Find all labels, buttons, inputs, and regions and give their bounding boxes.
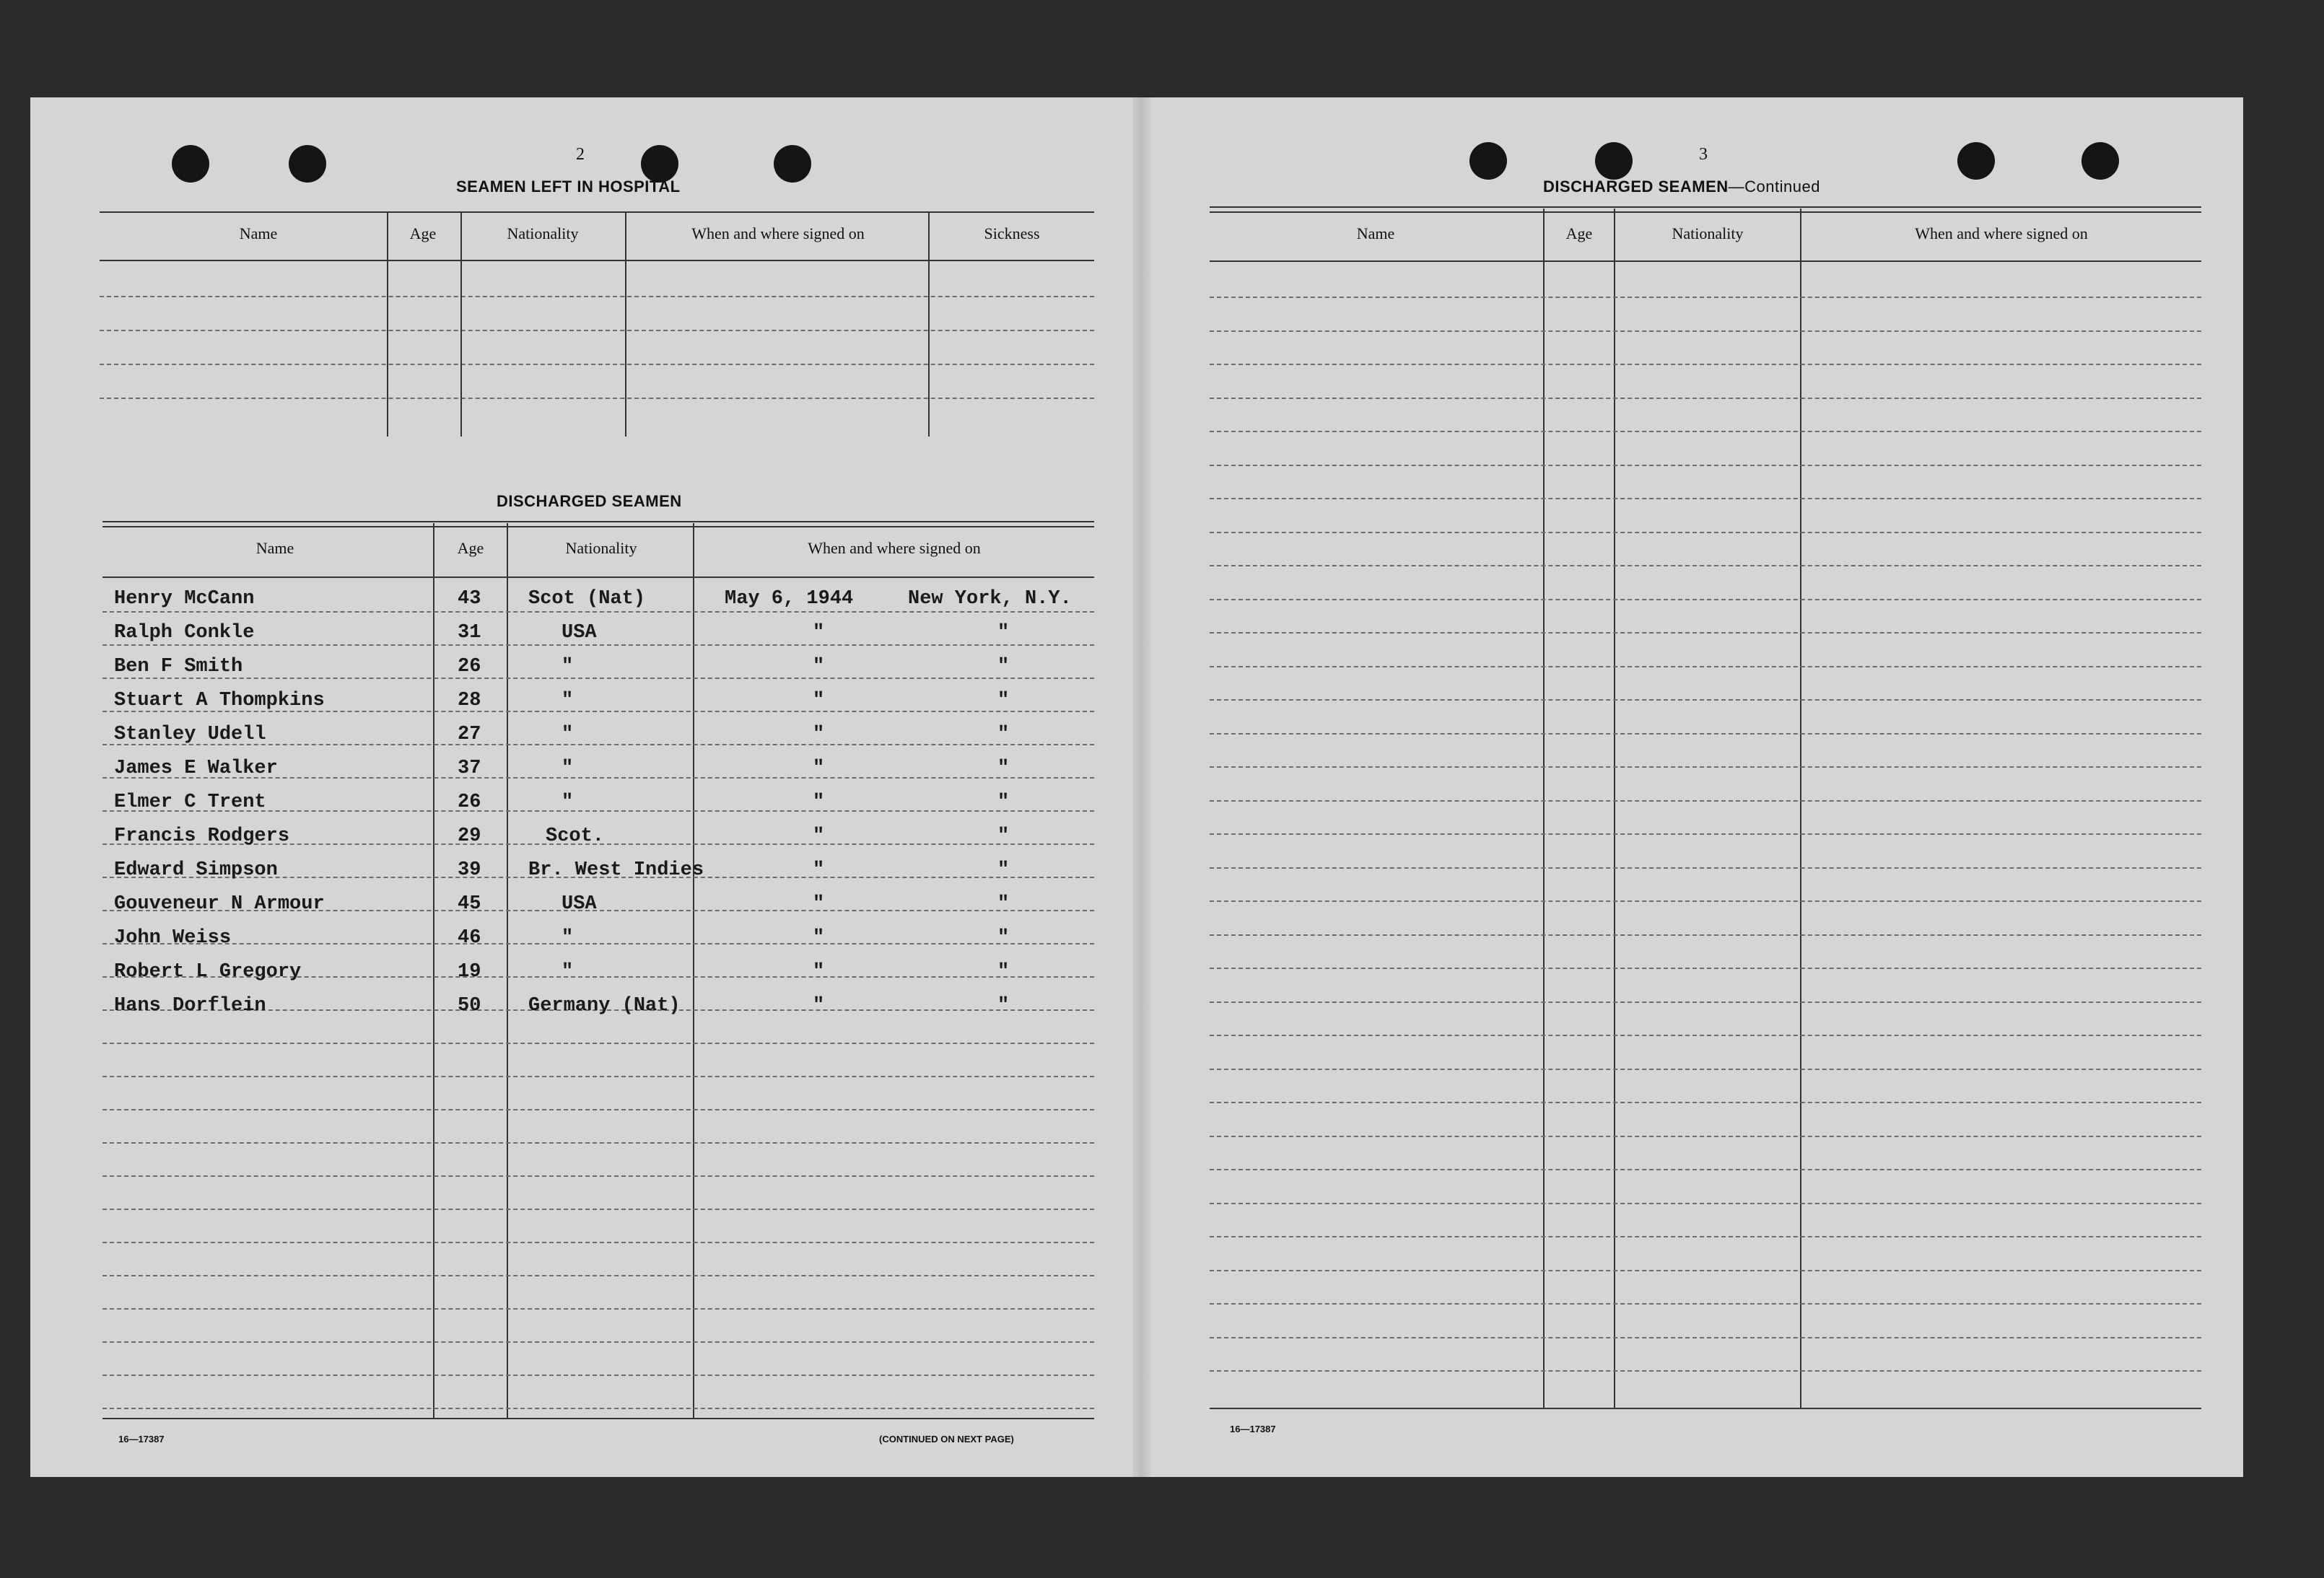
signed-on-place: " bbox=[997, 995, 1010, 1017]
discharged-section-title: DISCHARGED SEAMEN bbox=[497, 492, 682, 510]
signed-on-place: " bbox=[997, 792, 1010, 813]
ruled-line bbox=[102, 611, 1094, 613]
seaman-age: 19 bbox=[458, 961, 481, 983]
seaman-name: Stanley Udell bbox=[114, 724, 266, 745]
seaman-name: Elmer C Trent bbox=[114, 792, 266, 813]
seaman-nationality: Germany (Nat) bbox=[528, 995, 681, 1017]
column-header-sickness: Sickness bbox=[984, 224, 1040, 242]
seaman-name: Francis Rodgers bbox=[114, 825, 290, 847]
signed-on-date: " bbox=[813, 961, 825, 983]
ruled-line bbox=[1210, 330, 2201, 332]
ruled-line bbox=[1210, 599, 2201, 600]
ruled-line bbox=[102, 1308, 1094, 1310]
ruled-line bbox=[102, 644, 1094, 646]
ruled-line bbox=[102, 1242, 1094, 1243]
seaman-nationality: " bbox=[562, 792, 574, 813]
seaman-nationality: Scot (Nat) bbox=[528, 588, 646, 610]
signed-on-date: " bbox=[813, 893, 825, 915]
ruled-line bbox=[102, 1375, 1094, 1376]
signed-on-date: " bbox=[813, 995, 825, 1017]
seaman-age: 28 bbox=[458, 690, 481, 711]
ruled-line bbox=[102, 1175, 1094, 1177]
ruled-line bbox=[102, 678, 1094, 679]
seaman-name: Gouveneur N Armour bbox=[114, 893, 325, 915]
signed-on-date: " bbox=[813, 792, 825, 813]
ruled-line bbox=[102, 1408, 1094, 1409]
signed-on-place: " bbox=[997, 724, 1010, 745]
signed-on-date: " bbox=[813, 825, 825, 847]
column-header-name: Name bbox=[239, 224, 278, 242]
ruled-line bbox=[1210, 733, 2201, 735]
hospital-section-title: SEAMEN LEFT IN HOSPITAL bbox=[456, 177, 681, 196]
signed-on-date: " bbox=[813, 758, 825, 779]
page-number: 3 bbox=[1699, 145, 1708, 164]
column-header-when-where: When and where signed on bbox=[808, 539, 981, 557]
seaman-nationality: " bbox=[562, 961, 574, 983]
ruled-line bbox=[1210, 1136, 2201, 1137]
column-header-nationality: Nationality bbox=[565, 539, 637, 557]
form-number: 16—17387 bbox=[1230, 1424, 1276, 1434]
ruled-line bbox=[1210, 1169, 2201, 1170]
ruled-line bbox=[1210, 1303, 2201, 1305]
punch-hole bbox=[1957, 142, 1995, 180]
column-header-age: Age bbox=[409, 224, 437, 242]
ruled-line bbox=[1210, 867, 2201, 869]
ruled-line bbox=[102, 1341, 1094, 1343]
seaman-age: 43 bbox=[458, 588, 481, 610]
signed-on-place: " bbox=[997, 690, 1010, 711]
signed-on-place: " bbox=[997, 622, 1010, 644]
ruled-line bbox=[1210, 1236, 2201, 1237]
ruled-line bbox=[1210, 364, 2201, 365]
seaman-age: 31 bbox=[458, 622, 481, 644]
ruled-line bbox=[1210, 800, 2201, 802]
column-header-when-where: When and where signed on bbox=[691, 224, 865, 242]
signed-on-date: " bbox=[813, 690, 825, 711]
page-number: 2 bbox=[576, 145, 585, 164]
document-sheet bbox=[30, 97, 2243, 1477]
ruled-line bbox=[1210, 498, 2201, 499]
ruled-line bbox=[1210, 1069, 2201, 1070]
title-main: DISCHARGED SEAMEN bbox=[1543, 177, 1729, 196]
ruled-line bbox=[102, 1109, 1094, 1110]
signed-on-place: " bbox=[997, 893, 1010, 915]
column-header-nationality: Nationality bbox=[1672, 224, 1744, 242]
signed-on-date: " bbox=[813, 724, 825, 745]
seaman-nationality: " bbox=[562, 927, 574, 949]
ruled-line bbox=[1210, 1203, 2201, 1204]
discharged-continued-title bbox=[1543, 177, 1820, 196]
signed-on-date: " bbox=[813, 622, 825, 644]
ruled-line bbox=[1210, 699, 2201, 701]
seaman-name: Hans Dorflein bbox=[114, 995, 266, 1017]
ruled-line bbox=[102, 1076, 1094, 1077]
column-header-name: Name bbox=[1356, 224, 1395, 242]
ruled-line bbox=[1210, 1270, 2201, 1271]
column-header-age: Age bbox=[1565, 224, 1593, 242]
title-suffix: —Continued bbox=[1728, 177, 1820, 196]
punch-hole bbox=[774, 145, 811, 183]
column-header-age: Age bbox=[457, 539, 484, 557]
seaman-age: 37 bbox=[458, 758, 481, 779]
seaman-name: Ben F Smith bbox=[114, 656, 243, 678]
ruled-line bbox=[1210, 431, 2201, 432]
seaman-nationality: " bbox=[562, 690, 574, 711]
ruled-line bbox=[1210, 297, 2201, 298]
signed-on-date: " bbox=[813, 927, 825, 949]
signed-on-place: " bbox=[997, 859, 1010, 881]
ruled-line bbox=[1210, 766, 2201, 768]
seaman-age: 26 bbox=[458, 792, 481, 813]
seaman-name: Ralph Conkle bbox=[114, 622, 255, 644]
signed-on-place: " bbox=[997, 961, 1010, 983]
ruled-line bbox=[102, 1209, 1094, 1210]
seaman-nationality: " bbox=[562, 724, 574, 745]
seaman-nationality: " bbox=[562, 656, 574, 678]
ruled-line bbox=[1210, 1337, 2201, 1338]
ruled-line bbox=[1210, 565, 2201, 566]
seaman-nationality: USA bbox=[562, 622, 597, 644]
signed-on-place: " bbox=[997, 927, 1010, 949]
ruled-line bbox=[1210, 1001, 2201, 1003]
column-header-nationality: Nationality bbox=[507, 224, 579, 242]
punch-hole bbox=[1595, 142, 1633, 180]
column-header-name: Name bbox=[255, 539, 294, 557]
signed-on-place: New York, N.Y. bbox=[908, 588, 1072, 610]
ruled-line bbox=[1210, 900, 2201, 902]
signed-on-date: " bbox=[813, 656, 825, 678]
ruled-line bbox=[102, 943, 1094, 944]
page-fold bbox=[1132, 97, 1151, 1477]
ruled-line bbox=[102, 1142, 1094, 1144]
ruled-line bbox=[1210, 1035, 2201, 1036]
seaman-age: 46 bbox=[458, 927, 481, 949]
ruled-line bbox=[102, 1275, 1094, 1276]
seaman-age: 45 bbox=[458, 893, 481, 915]
signed-on-place: " bbox=[997, 825, 1010, 847]
continued-note: (CONTINUED ON NEXT PAGE) bbox=[879, 1434, 1014, 1445]
punch-hole bbox=[1469, 142, 1507, 180]
ruled-line bbox=[1210, 968, 2201, 969]
signed-on-date: May 6, 1944 bbox=[725, 588, 854, 610]
seaman-age: 39 bbox=[458, 859, 481, 881]
punch-hole bbox=[2081, 142, 2119, 180]
seaman-name: Stuart A Thompkins bbox=[114, 690, 325, 711]
seaman-age: 26 bbox=[458, 656, 481, 678]
seaman-name: Robert L Gregory bbox=[114, 961, 302, 983]
seaman-age: 27 bbox=[458, 724, 481, 745]
punch-hole bbox=[172, 145, 209, 183]
seaman-nationality: USA bbox=[562, 893, 597, 915]
ruled-line bbox=[1210, 532, 2201, 533]
seaman-age: 50 bbox=[458, 995, 481, 1017]
seaman-nationality: Br. West Indies bbox=[528, 859, 704, 881]
seaman-nationality: Scot. bbox=[546, 825, 605, 847]
ruled-line bbox=[1210, 1102, 2201, 1103]
seaman-name: Henry McCann bbox=[114, 588, 255, 610]
form-number: 16—17387 bbox=[118, 1434, 165, 1445]
ruled-line bbox=[1210, 1370, 2201, 1372]
seaman-age: 29 bbox=[458, 825, 481, 847]
ruled-line bbox=[1210, 632, 2201, 634]
seaman-name: John Weiss bbox=[114, 927, 232, 949]
ruled-line bbox=[102, 1043, 1094, 1044]
seaman-name: Edward Simpson bbox=[114, 859, 278, 881]
ruled-line bbox=[1210, 398, 2201, 399]
ruled-line bbox=[1210, 666, 2201, 667]
signed-on-place: " bbox=[997, 656, 1010, 678]
seaman-name: James E Walker bbox=[114, 758, 278, 779]
ruled-line bbox=[1210, 833, 2201, 835]
signed-on-date: " bbox=[813, 859, 825, 881]
column-header-when-where: When and where signed on bbox=[1915, 224, 2088, 242]
seaman-nationality: " bbox=[562, 758, 574, 779]
ruled-line bbox=[1210, 465, 2201, 466]
punch-hole bbox=[289, 145, 326, 183]
signed-on-place: " bbox=[997, 758, 1010, 779]
ruled-line bbox=[1210, 934, 2201, 936]
